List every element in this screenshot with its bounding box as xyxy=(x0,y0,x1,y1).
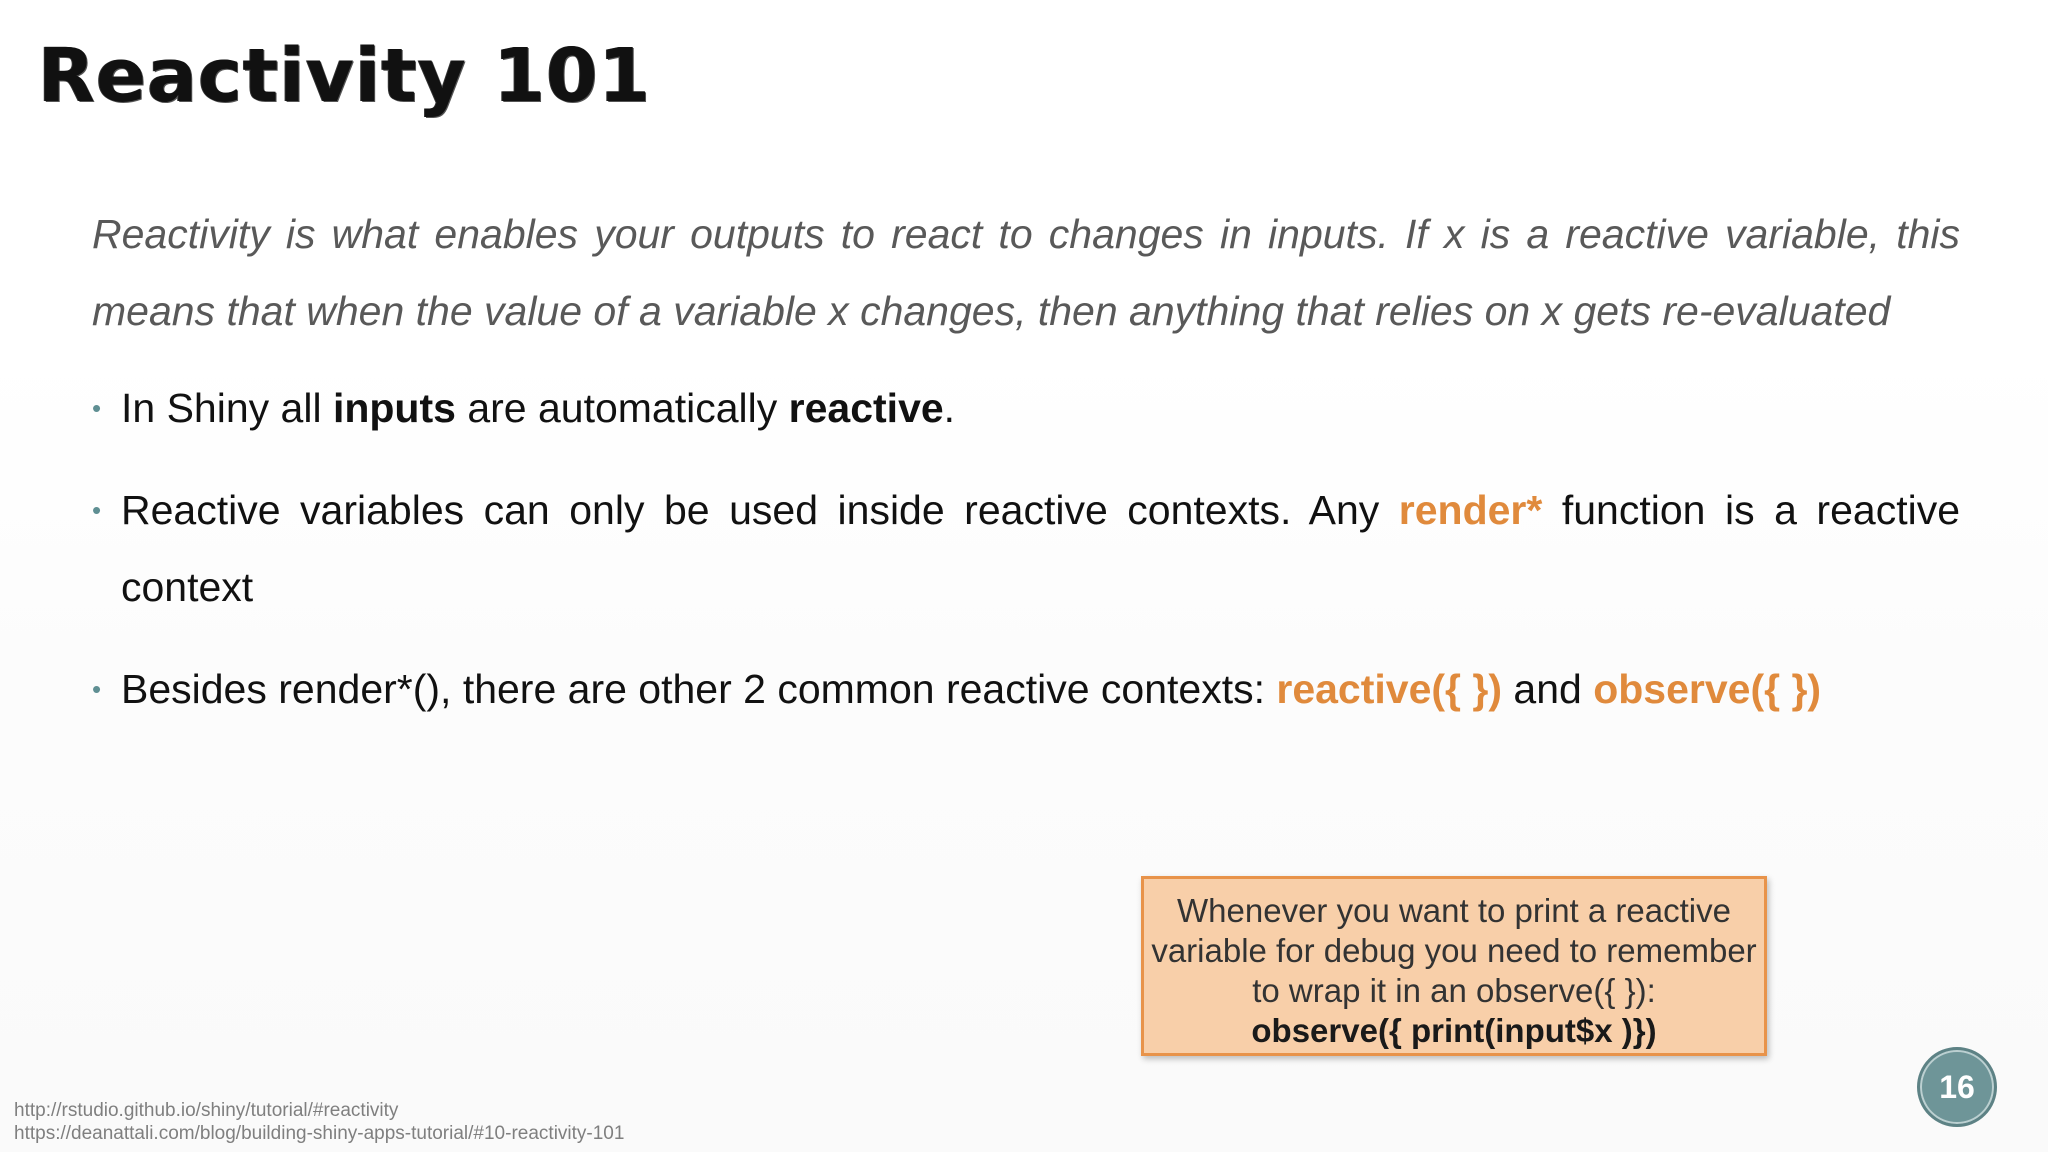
bullet-marker: • xyxy=(92,674,102,704)
bullet-item xyxy=(92,370,1960,447)
bullet-list xyxy=(92,370,1960,753)
reference-links xyxy=(14,1099,624,1145)
reference-link[interactable]: http://rstudio.github.io/shiny/tutorial/#reactivity xyxy=(14,1100,399,1121)
callout-text: Whenever you want to print a reactive variable for debug you need to remember to wrap it in an observe({ }): xyxy=(1151,892,1757,1009)
bullet-item xyxy=(92,651,1960,728)
bullet-bold-reactive: reactive xyxy=(788,385,944,431)
slide-title: Reactivity 101 xyxy=(38,33,652,119)
bullet-text: Reactive variables can only be used inside reactive contexts. Any xyxy=(121,487,1399,533)
bullet-text: and xyxy=(1502,666,1594,712)
bullet-bold-inputs: inputs xyxy=(332,385,456,431)
bullet-marker: • xyxy=(92,393,102,423)
bullet-marker: • xyxy=(92,495,102,525)
bullet-text: function is a reactive context xyxy=(121,487,1960,610)
reference-link[interactable]: https://deanattali.com/blog/building-shiny-apps-tutorial/#10-reactivity-101 xyxy=(14,1123,625,1144)
bullet-accent-observe: observe({ }) xyxy=(1593,666,1822,712)
intro-paragraph: Reactivity is what enables your outputs to react to changes in inputs. If x is a reactive variable, this means that when the value of a variable x changes, then anything that relies on x gets re-evaluated xyxy=(92,211,1960,334)
callout-code: observe({ print(input$x )}) xyxy=(1251,1012,1657,1049)
bullet-text: In Shiny all xyxy=(121,385,333,431)
bullet-accent-render: render* xyxy=(1398,487,1543,533)
bullet-text: are automatically xyxy=(455,385,789,431)
bullet-text: Besides render*(), there are other 2 common reactive contexts: xyxy=(121,666,1277,712)
bullet-item xyxy=(92,472,1960,626)
page-number-badge: 16 xyxy=(1917,1047,1997,1127)
bullet-accent-reactive: reactive({ }) xyxy=(1276,666,1502,712)
bullet-text: . xyxy=(943,385,956,431)
debug-tip-callout xyxy=(1141,876,1767,1056)
